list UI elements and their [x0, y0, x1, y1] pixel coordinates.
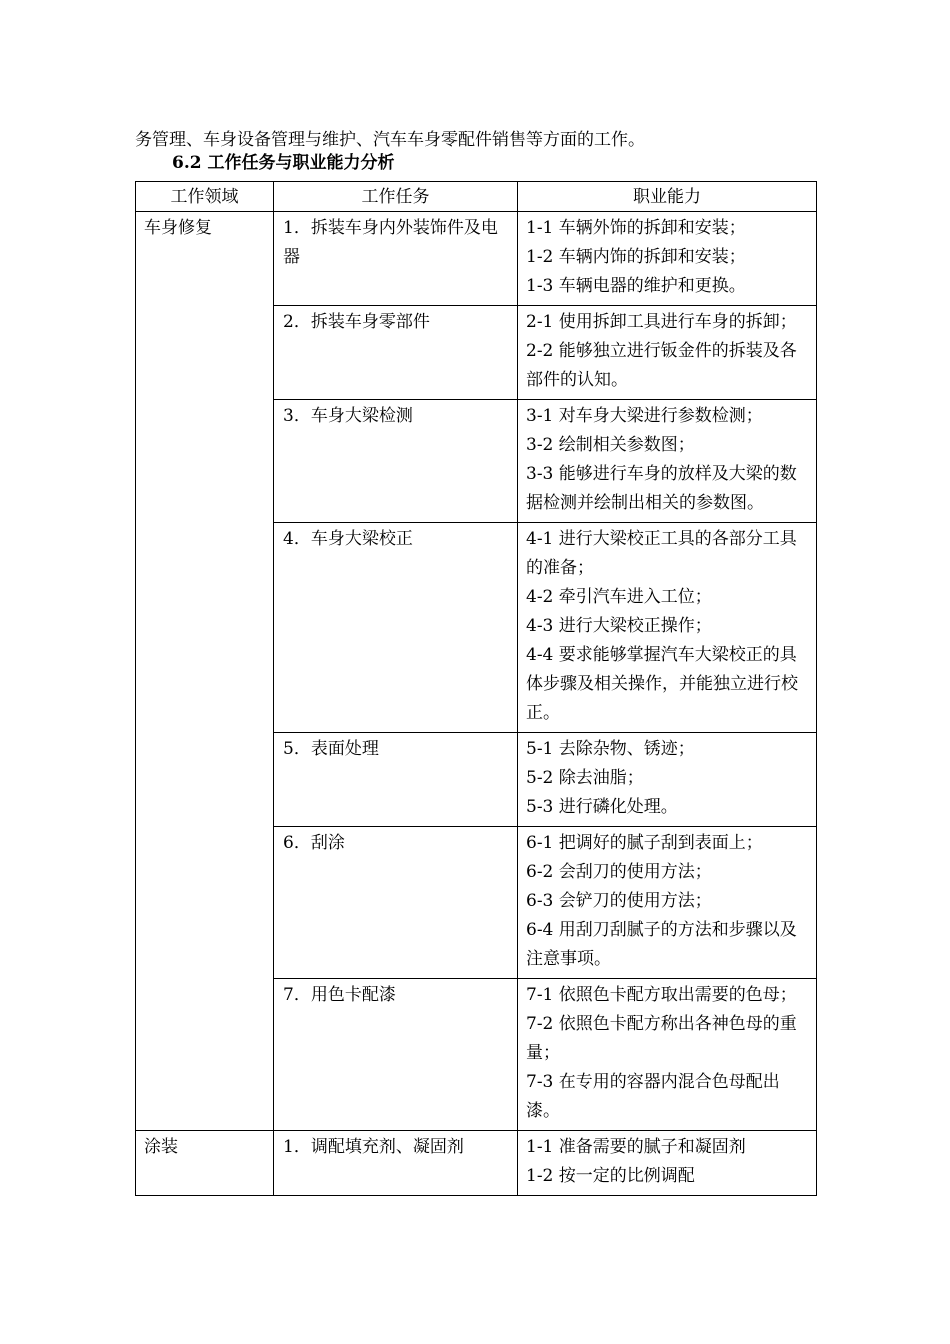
table-body — [136, 212, 817, 1196]
task-cell: 1．调配填充剂、凝固剂 — [274, 1131, 518, 1196]
ability-item: 5-3 进行磷化处理。 — [526, 797, 678, 817]
ability-cell — [518, 400, 817, 523]
ability-item: 1-1 准备需要的腻子和凝固剂 — [526, 1137, 746, 1157]
ability-cell — [518, 523, 817, 733]
header-ability: 职业能力 — [518, 182, 817, 212]
ability-item: 1-1 车辆外饰的拆卸和安装； — [526, 218, 746, 238]
domain-cell: 涂装 — [136, 1131, 274, 1196]
ability-item: 6-2 会刮刀的使用方法； — [526, 862, 712, 882]
ability-item: 4-2 牵引汽车进入工位； — [526, 587, 712, 607]
ability-item: 4-4 要求能够掌握汽车大梁校正的具体步骤及相关操作，并能独立进行校正。 — [526, 645, 798, 723]
table-row — [136, 212, 817, 306]
intro-paragraph: 务管理、车身设备管理与维护、汽车车身零配件销售等方面的工作。 — [135, 130, 645, 150]
ability-item: 5-2 除去油脂； — [526, 768, 644, 788]
ability-item: 6-1 把调好的腻子刮到表面上； — [526, 833, 763, 853]
ability-item: 4-1 进行大梁校正工具的各部分工具的准备； — [526, 529, 797, 578]
task-cell: 3．车身大梁检测 — [274, 400, 518, 523]
header-domain: 工作领域 — [136, 182, 274, 212]
ability-cell — [518, 827, 817, 979]
ability-item: 1-2 按一定的比例调配 — [526, 1166, 695, 1186]
task-cell: 1．拆装车身内外装饰件及电器 — [274, 212, 518, 306]
ability-item: 5-1 去除杂物、锈迹； — [526, 739, 695, 759]
task-ability-table — [135, 181, 817, 1196]
ability-item: 3-1 对车身大梁进行参数检测； — [526, 406, 763, 426]
ability-cell — [518, 212, 817, 306]
ability-item: 6-4 用刮刀刮腻子的方法和步骤以及注意事项。 — [526, 920, 797, 969]
ability-item: 3-3 能够进行车身的放样及大梁的数据检测并绘制出相关的参数图。 — [526, 464, 797, 513]
task-cell: 6．刮涂 — [274, 827, 518, 979]
ability-item: 3-2 绘制相关参数图； — [526, 435, 695, 455]
section-heading: 6.2 工作任务与职业能力分析 — [172, 153, 395, 173]
task-cell: 4．车身大梁校正 — [274, 523, 518, 733]
domain-cell: 车身修复 — [136, 212, 274, 1131]
ability-item: 4-3 进行大梁校正操作； — [526, 616, 712, 636]
task-cell: 2．拆装车身零部件 — [274, 306, 518, 400]
ability-cell — [518, 979, 817, 1131]
ability-item: 1-2 车辆内饰的拆卸和安装； — [526, 247, 746, 267]
ability-cell — [518, 306, 817, 400]
table-row — [136, 1131, 817, 1196]
ability-cell — [518, 733, 817, 827]
ability-item: 2-2 能够独立进行钣金件的拆装及各部件的认知。 — [526, 341, 797, 390]
ability-item: 7-3 在专用的容器内混合色母配出漆。 — [526, 1072, 780, 1121]
ability-item: 7-1 依照色卡配方取出需要的色母； — [526, 985, 797, 1005]
ability-item: 6-3 会铲刀的使用方法； — [526, 891, 712, 911]
table-header — [136, 182, 817, 212]
header-row — [136, 182, 817, 212]
task-cell: 5．表面处理 — [274, 733, 518, 827]
ability-cell — [518, 1131, 817, 1196]
ability-item: 1-3 车辆电器的维护和更换。 — [526, 276, 746, 296]
task-cell: 7．用色卡配漆 — [274, 979, 518, 1131]
ability-item: 2-1 使用拆卸工具进行车身的拆卸； — [526, 312, 797, 332]
header-task: 工作任务 — [274, 182, 518, 212]
ability-item: 7-2 依照色卡配方称出各神色母的重量； — [526, 1014, 797, 1063]
